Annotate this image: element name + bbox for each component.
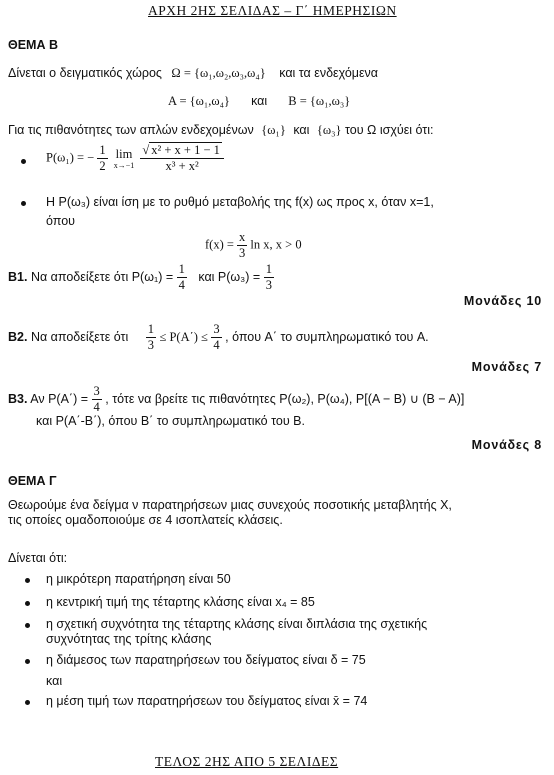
function-def: [205, 230, 302, 261]
prob-intro-line: [8, 123, 434, 138]
b1-frac-1: $\frac{1}{4}$: [178, 262, 185, 292]
intro-text: Δίνεται ο δειγματικός χώρος: [8, 66, 162, 80]
b3-line: [8, 384, 464, 415]
b1-frac-2: $\frac{1}{3}$: [265, 262, 272, 292]
bullet2-text: Η P(ω₃) είναι ίση με το ρυθμό μεταβολής της f(x) ως προς x, όταν x=1,: [46, 195, 434, 209]
b2-text: Να αποδείξετε ότι: [30, 329, 129, 344]
given-item-2: η κεντρική τιμή της τέταρτης κλάσης είναι x₄ = 85: [46, 595, 315, 609]
p-omega1: P(ω₁) = −: [46, 150, 95, 165]
sample-space: Ω = {ω₁,ω₂,ω₃,ω₄}: [171, 66, 266, 80]
bullet-dot: [25, 700, 30, 705]
events-and: και: [251, 94, 268, 108]
intro-line: [8, 66, 378, 81]
b1-line: [8, 262, 274, 293]
prob-intro-2: του Ω ισχύει ότι:: [344, 123, 434, 137]
fx-lhs: f(x) =: [205, 237, 234, 252]
prob-set-1: {ω₁}: [261, 123, 286, 137]
fx-tail: ln x, x > 0: [250, 237, 302, 252]
theme-g-p1-line2: τις οποίες ομαδοποιούμε σε 4 ισοπλατείς κλάσεις.: [8, 513, 283, 527]
fx-num: x: [239, 230, 246, 244]
bullet-dot: [25, 659, 30, 664]
bullet-dot: [25, 623, 30, 628]
prob-and: και: [293, 123, 310, 137]
page-footer: ΤΕΛΟΣ 2ΗΣ ΑΠΟ 5 ΣΕΛΙΔΕΣ: [155, 754, 339, 769]
b2-label: Β2.: [8, 329, 28, 344]
frac-num: 1: [99, 143, 106, 157]
b1-and: και P(ω₃) =: [198, 269, 261, 284]
b3-tail: , τότε να βρείτε τις πιθανότητες P(ω₂), P(ω₄), P[(A − B) ∪ (B − A)]: [105, 391, 465, 406]
limit-numerator: √ x² + x + 1 − 1: [140, 143, 224, 159]
theme-g-title: ΘΕΜΑ Γ: [8, 474, 57, 488]
b2-line: [8, 322, 429, 353]
given-item-5: η μέση τιμή των παρατηρήσεων του δείγματος είναι x̄ = 74: [46, 694, 368, 708]
bullet-dot: [25, 578, 30, 583]
b1-marks: Μονάδες 10: [463, 294, 542, 308]
fraction-half: [97, 143, 107, 174]
bullet-dot: [25, 601, 30, 606]
frac-den: 2: [99, 159, 106, 173]
given-item-3: η σχετική συχνότητα της τέταρτης κλάσης είναι διπλάσια της σχετικής: [46, 617, 428, 631]
bullet-dot: [21, 159, 26, 164]
given-item-3-line2: συχνότητας της τρίτης κλάσης: [46, 632, 212, 646]
b2-frac-2: $\frac{3}{4}$: [213, 322, 220, 352]
bullet2-where: όπου: [46, 214, 76, 228]
b3-frac: $\frac{3}{4}$: [93, 384, 100, 414]
given-item-1: η μικρότερη παρατήρηση είναι 50: [46, 572, 231, 586]
limit-denominator: x³ + x²: [165, 159, 199, 173]
b2-tail: , όπου A΄ το συμπληρωματικό του A.: [225, 329, 429, 344]
and-word: και: [46, 674, 63, 688]
b2-mid: ≤ P(A΄) ≤: [159, 329, 208, 344]
bullet1-formula: [46, 143, 224, 174]
given-item-4: η διάμεσος των παρατηρήσεων του δείγματος είναι δ = 75: [46, 653, 366, 667]
fx-fraction: [237, 230, 247, 261]
theme-g-p1-line1: Θεωρούμε ένα δείγμα ν παρατηρήσεων μιας συνεχούς ποσοτικής μεταβλητής X,: [8, 498, 452, 512]
event-a: A = {ω₁,ω₄}: [168, 94, 230, 108]
limit: [114, 147, 135, 170]
b3-label: Β3.: [8, 391, 28, 406]
limit-fraction: [140, 143, 224, 174]
event-b: B = {ω₁,ω₃}: [288, 94, 351, 108]
bullet-dot: [21, 201, 26, 206]
fx-den: 3: [239, 246, 246, 260]
prob-set-3: {ω₃}: [316, 123, 342, 137]
given-label: Δίνεται ότι:: [8, 551, 68, 565]
b2-marks: Μονάδες 7: [471, 360, 542, 374]
b2-frac-1: $\frac{1}{3}$: [147, 322, 154, 352]
b3-line2: και P(A΄-B΄), όπου B΄ το συμπληρωματικό του B.: [36, 414, 305, 428]
events-line: [168, 94, 350, 109]
b1-label: Β1.: [8, 269, 28, 284]
page-header: ΑΡΧΗ 2ΗΣ ΣΕΛΙΔΑΣ – Γ΄ ΗΜΕΡΗΣΙΩΝ: [148, 3, 397, 18]
prob-intro-1: Για τις πιθανότητες των απλών ενδεχομένων: [8, 123, 254, 137]
theme-b-title: ΘΕΜΑ Β: [8, 38, 58, 52]
b1-text: Να αποδείξετε ότι P(ω₁) =: [30, 269, 174, 284]
lim-sub: x→−1: [113, 161, 135, 170]
b3-text: Αν P(A΄) =: [30, 391, 89, 406]
intro-tail: και τα ενδεχόμενα: [279, 66, 379, 80]
lim-word: lim: [115, 147, 133, 161]
b3-marks: Μονάδες 8: [471, 438, 542, 452]
